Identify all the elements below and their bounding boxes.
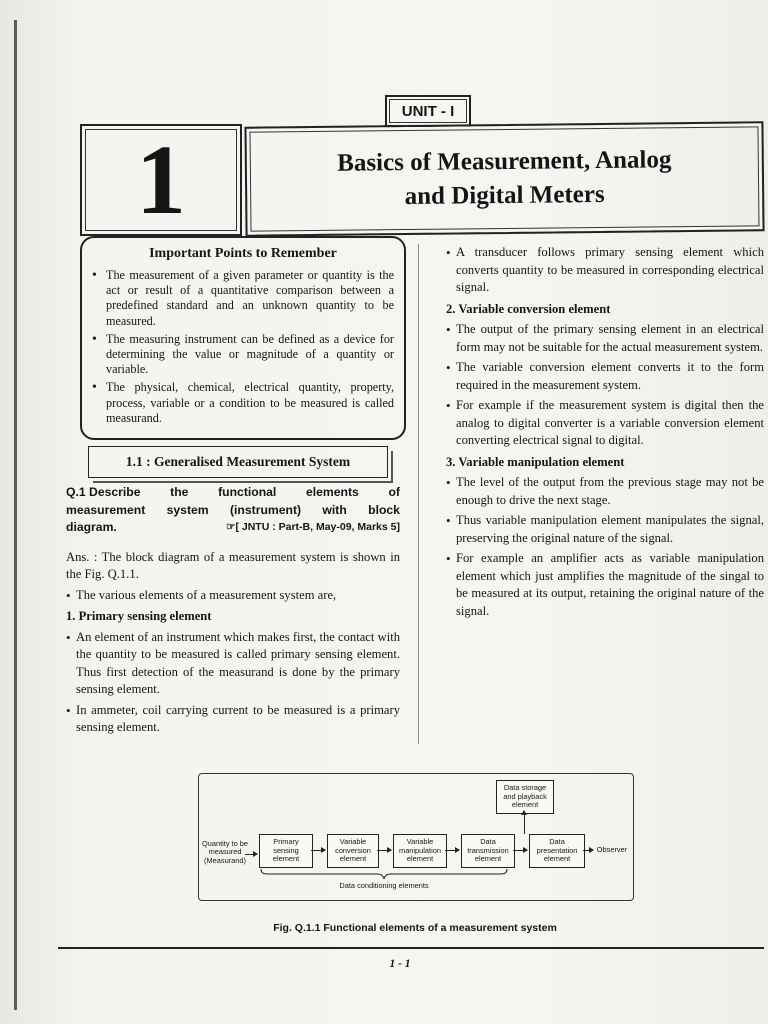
question-word: with — [322, 502, 347, 517]
block-variable-manipulation: Variable manipulation element — [393, 834, 447, 868]
exam-reference-tag: ☞[ JNTU : Part-B, May-09, Marks 5] — [226, 521, 400, 533]
data-conditioning-bracket — [259, 868, 509, 880]
binding-edge — [14, 20, 17, 1010]
question-line1 — [66, 484, 400, 502]
question-word: measurement — [66, 502, 146, 517]
question-word: block — [368, 502, 400, 517]
answer-bullet: • An element of an instrument which makes first, the contact with the quantity to be measured is called primary sensing element. Thus first detection of the measurand is done by the primary sensing element. — [66, 629, 400, 699]
page-number: 1 - 1 — [389, 958, 411, 970]
question-word: system — [166, 502, 209, 517]
input-label: Quantity to be measured (Measurand) — [201, 839, 248, 865]
important-point: • The measurement of a given parameter or quantity is the act or result of a quantitative comparison between a predefined standard and an unknown quantity to be measured. — [92, 268, 394, 329]
important-points-list — [92, 268, 394, 426]
right-column — [446, 244, 764, 623]
column-divider — [418, 244, 419, 744]
subheading-variable-conversion: 2. Variable conversion element — [446, 301, 611, 316]
chapter-title-line1: Basics of Measurement, Analog — [337, 146, 672, 178]
chapter-number-box — [80, 124, 242, 236]
subheading-variable-manipulation: 3. Variable manipulation element — [446, 454, 625, 469]
important-points-box — [80, 236, 406, 440]
question-word: Q.1 Describe — [66, 485, 141, 499]
left-column — [66, 484, 400, 740]
question-word: elements — [305, 485, 359, 499]
important-point: • The measuring instrument can be defined as a device for determining the value or magnitude of a quantity or variable. — [92, 332, 394, 378]
question-word: diagram. — [66, 520, 117, 534]
question-line2 — [66, 502, 400, 520]
arrow — [245, 854, 257, 855]
block-variable-conversion: Variable conversion element — [327, 834, 379, 868]
section-heading: 1.1 : Generalised Measurement System — [88, 446, 388, 478]
answer-bullet: • The output of the primary sensing element in an electrical form may not be suitable for the actual measurement system. — [446, 321, 764, 356]
answer-intro: Ans. : The block diagram of a measurement system is shown in the Fig. Q.1.1. — [66, 549, 400, 581]
figure-caption: Fig. Q.1.1 Functional elements of a measurement system — [273, 922, 557, 934]
answer-bullet: • In ammeter, coil carrying current to be measured is a primary sensing element. — [66, 702, 400, 737]
block-data-transmission: Data transmission element — [461, 834, 515, 868]
arrow — [583, 850, 593, 851]
answer-bullet: • For example an amplifier acts as variable manipulation element which just amplifies the magnitude of the singal to be measured at its output, retaining the original nature of the signal. — [446, 550, 764, 620]
answer-bullet: • A transducer follows primary sensing element which converts quantity to be measured in corresponding electrical signal. — [446, 244, 764, 297]
block-primary-sensing: Primary sensing element — [259, 834, 313, 868]
footer-rule — [58, 947, 764, 949]
subheading-primary-sensing: 1. Primary sensing element — [66, 609, 212, 623]
chapter-number: 1 — [136, 124, 186, 235]
answer-bullet: • Thus variable manipulation element manipulates the signal, preserving the original nature of the signal. — [446, 512, 764, 547]
question-word: (instrument) — [229, 502, 302, 517]
chapter-title-box — [244, 121, 764, 236]
question-line3 — [66, 519, 400, 537]
question-word: functional — [218, 485, 277, 499]
block-diagram — [198, 773, 634, 901]
question-word: the — [170, 485, 189, 499]
arrow-up — [524, 812, 525, 834]
chapter-title-line2: and Digital Meters — [404, 180, 605, 211]
arrow — [377, 850, 391, 851]
important-point: • The physical, chemical, electrical quantity, property, process, variable or a condition to be measured is called measurand. — [92, 380, 394, 426]
arrow — [513, 850, 527, 851]
arrow — [311, 850, 325, 851]
data-conditioning-label: Data conditioning elements — [339, 881, 429, 890]
answer-bullet: • The various elements of a measurement system are, — [66, 587, 400, 605]
storage-block: Data storage and playback element — [496, 780, 554, 814]
arrow — [445, 850, 459, 851]
important-points-title: Important Points to Remember — [149, 246, 337, 261]
observer-label: Observer — [596, 845, 628, 854]
answer-bullet: • The level of the output from the previous stage may not be enough to drive the next stage. — [446, 474, 764, 509]
answer-bullet: • For example if the measurement system is digital then the analog to digital converter is a variable conversion element converting electrical signal to digital. — [446, 397, 764, 450]
question-word: of — [388, 485, 400, 499]
unit-label: UNIT - I — [385, 95, 471, 127]
block-data-presentation: Data presentation element — [529, 834, 585, 868]
answer-bullet: • The variable conversion element converts it to the form required in the measurement system. — [446, 359, 764, 394]
